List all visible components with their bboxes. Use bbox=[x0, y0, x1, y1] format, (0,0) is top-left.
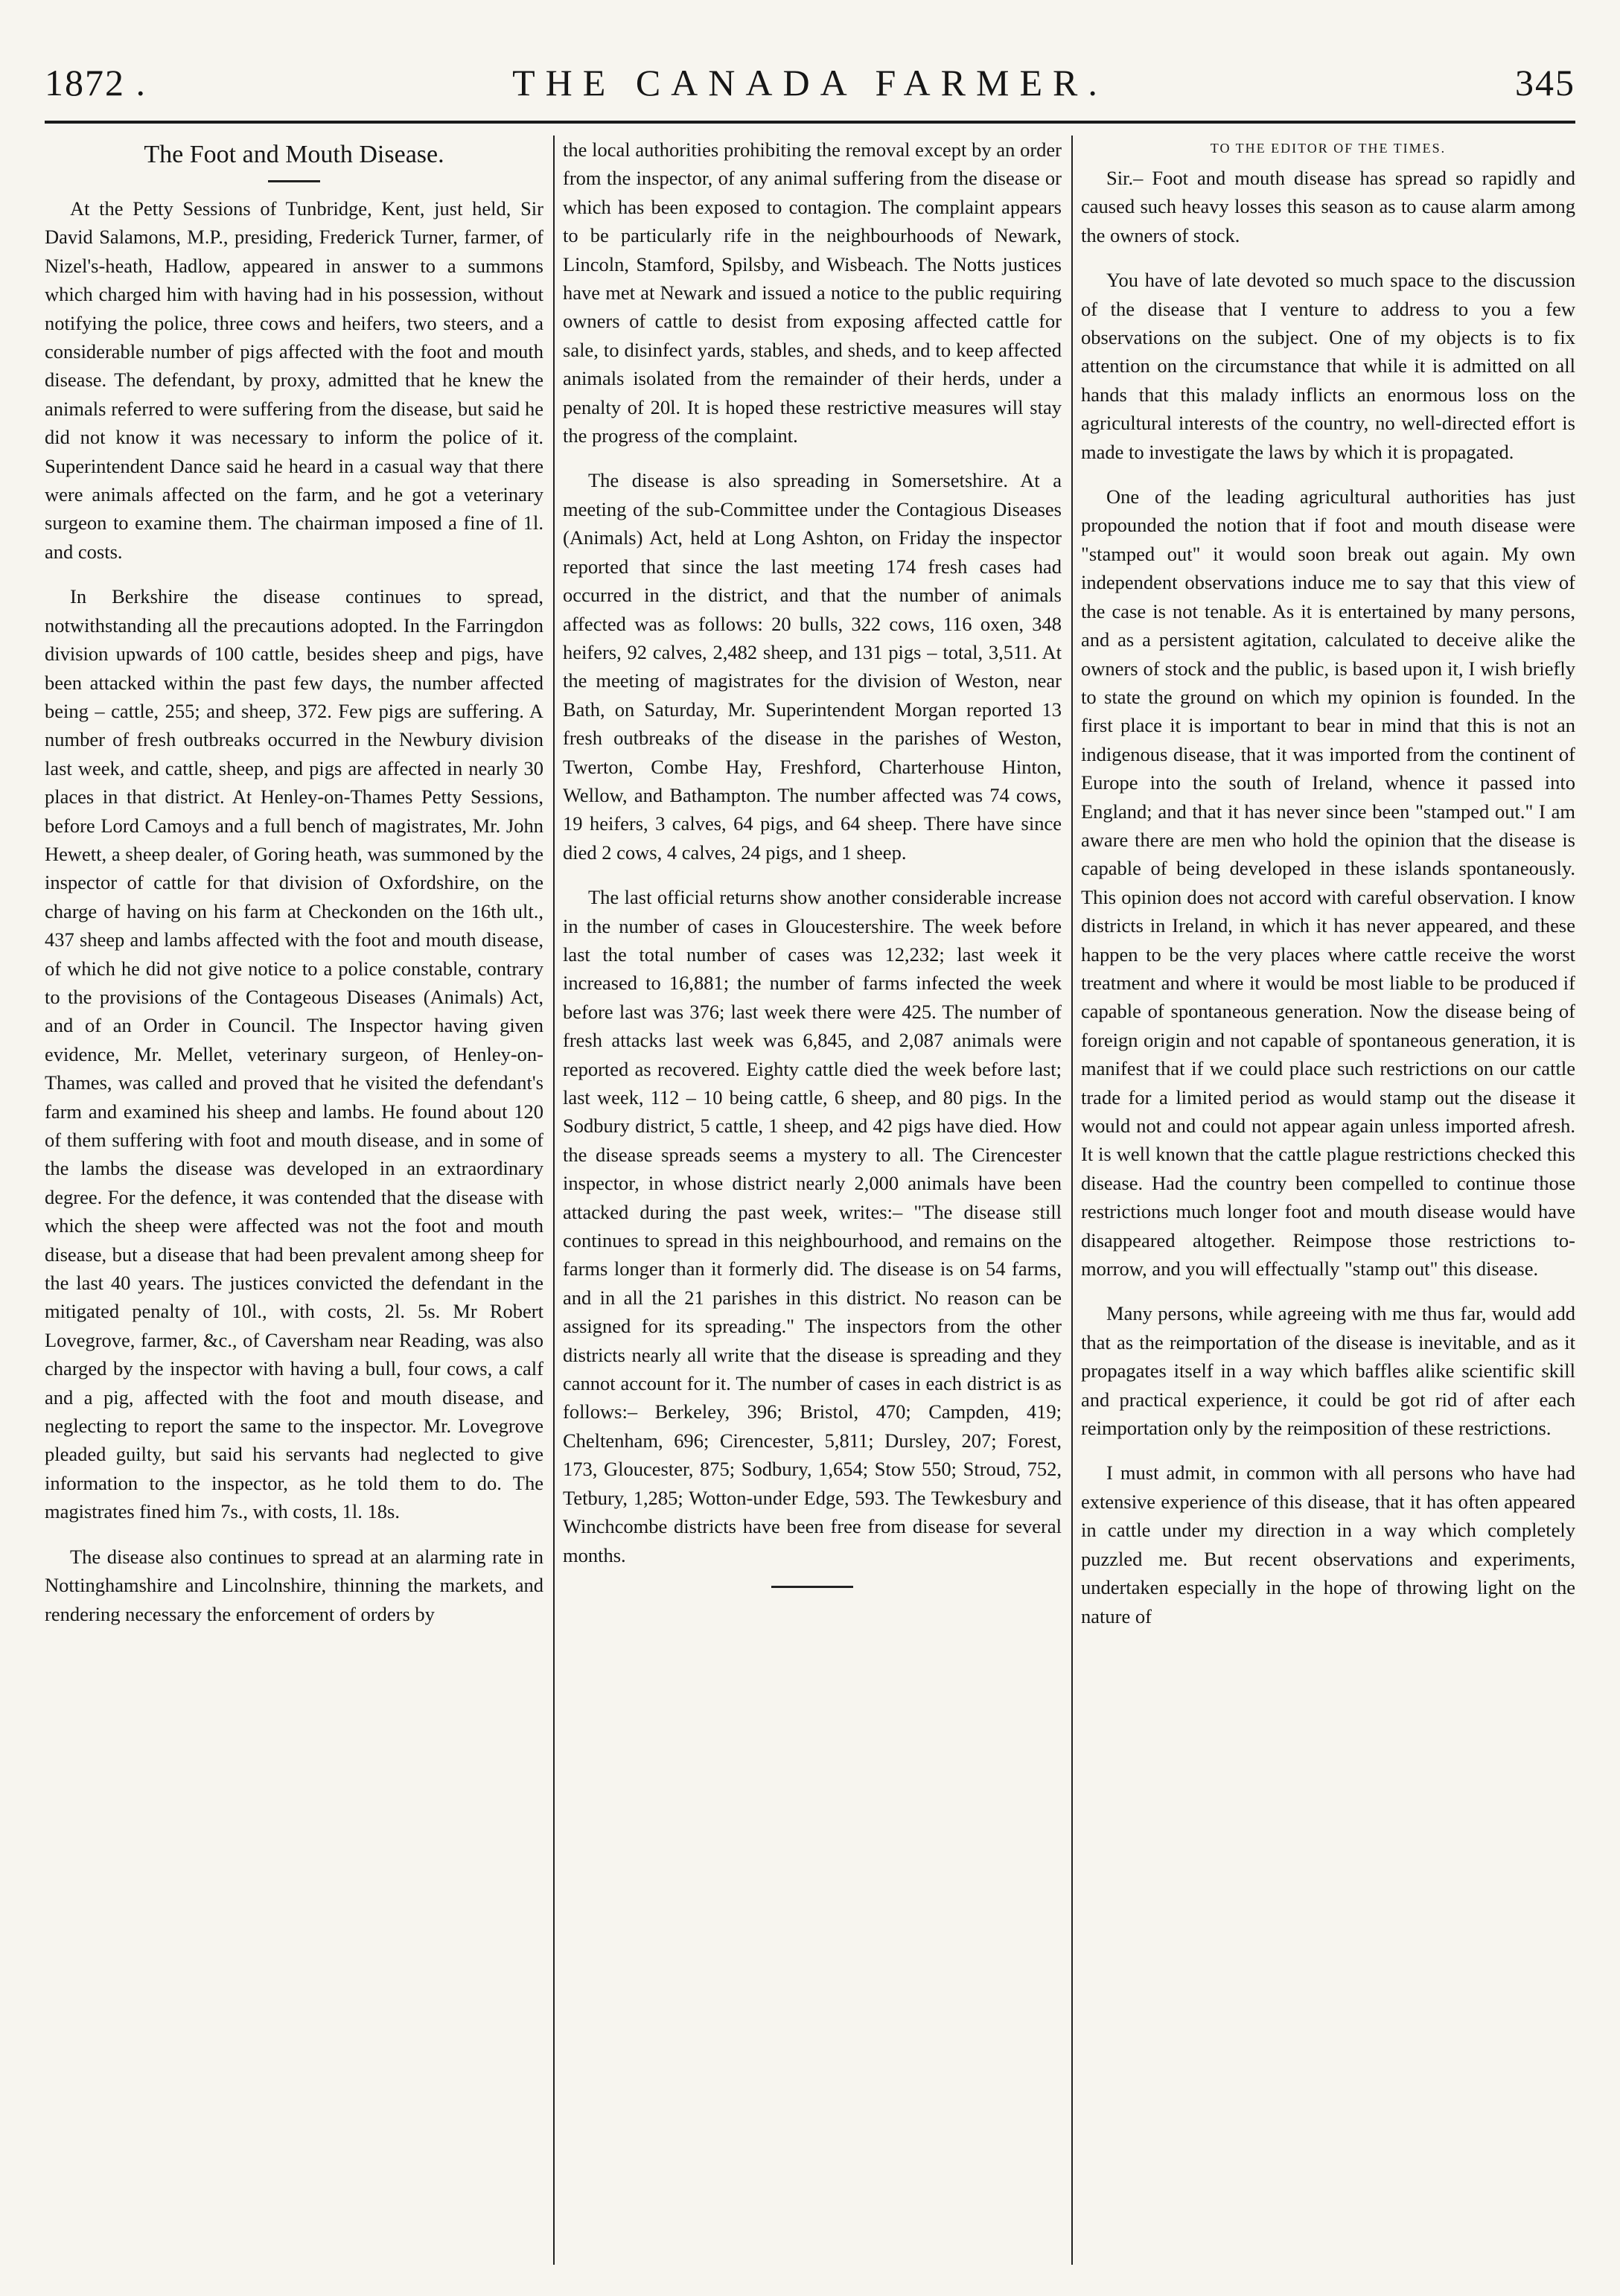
paragraph: Sir.– Foot and mouth disease has spread so rapidly and caused such heavy losses this season as to cause alarm among the owners of stock. bbox=[1081, 167, 1575, 246]
paragraph: One of the leading agricultural authorities has just propounded the notion that if foot and mouth disease were "stamped out" it would soon break out again. My own independent observations induce me to say that this view of the case is not tenable. As it is entertained by many persons, and as a persistent agitation, calculated to deceive alike the owners of stock and the public, is based upon it, I wish briefly to state the ground on which my opinion is founded. In the first place it is important to bear in mind that this is not an indigenous disease, that it was imported from the continent of Europe into the south of Ireland, whence it passed into England; and that it has never since been "stamped out." I am aware there are men who hold the opinion that the disease is capable of being developed in these islands spontaneously. This opinion does not accord with careful observation. I know districts in Ireland, in which it has never appeared, and these happen to be the very places where cattle receive the worst treatment and where it would be most liable to be produced if capable of spontaneous generation. Now the disease being of foreign origin and not capable of spontaneous generation, it is manifest that if we could place such restrictions on our cattle trade for a limited period as would stamp out the disease it would not and could not appear again unless imported afresh. It is well known that the cattle plague restrictions checked this disease. Had the country been compelled to continue those restrictions much longer foot and mouth disease would have disappeared altogether. Reimpose those restrictions to-morrow, and you will effectually "stamp out" this disease. bbox=[1081, 485, 1575, 1281]
column-1 bbox=[45, 135, 543, 2265]
column-2 bbox=[563, 135, 1062, 2265]
paragraph: In Berkshire the disease continues to spread, notwithstanding all the precautions adopted. In the Farringdon division upwards of 100 cattle, besides sheep and pigs, have been attacked within the past few days, the number affected being – cattle, 255; and sheep, 372. Few pigs are suffering. A number of fresh outbreaks occurred in the Newbury division last week, and cattle, sheep, and pigs are affected in nearly 30 places in that district. At Henley-on-Thames Petty Sessions, before Lord Camoys and a full bench of magistrates, Mr. John Hewett, a sheep dealer, of Goring heath, was summoned by the inspector of cattle for that division of Oxfordshire, on the charge of having on his farm at Checkonden on the 16th ult., 437 sheep and lambs affected with the foot and mouth disease, of which he did not give notice to a police constable, contrary to the provisions of the Contageous Diseases (Animals) Act, and of an Order in Council. The Inspector having given evidence, Mr. Mellet, veterinary surgeon, of Henley-on-Thames, was called and proved that he visited the defendant's farm and examined his sheep and lambs. He found about 120 of them suffering with foot and mouth disease, and in some of the lambs the disease was developed in an extraordinary degree. For the defence, it was contended that the disease with which the sheep were affected was not the foot and mouth disease, but a disease that had been prevalent among sheep for the last 40 years. The justices convicted the defendant in the mitigated penalty of 10l., with costs, 2l. 5s. Mr Robert Lovegrove, farmer, &c., of Caversham near Reading, was also charged by the inspector with having a bull, four cows, a calf and a pig, affected with the foot and mouth disease, and neglecting to report the same to the inspector. Mr. Lovegrove pleaded guilty, but said his servants had neglected to give information to the inspector, as he told them to do. The magistrates fined him 7s., with costs, 1l. 18s. bbox=[45, 585, 543, 1523]
paragraph: I must admit, in common with all persons who have had extensive experience of this disease, that it has often appeared in cattle under my direction in a way which completely puzzled me. But recent observations and experiments, undertaken especially in the hope of throwing light on the nature of bbox=[1081, 1461, 1575, 1627]
masthead bbox=[45, 52, 1575, 112]
column-3 bbox=[1081, 135, 1575, 2265]
article-title: The Foot and Mouth Disease. bbox=[144, 141, 444, 168]
paragraph: the local authorities prohibiting the removal except by an order from the inspector, of any animal suffering from the disease or which has been exposed to contagion. The complaint appears to be particularly rife in the neighbourhoods of Newark, Lincoln, Stamford, Spilsby, and Wisbeach. The Notts justices have met at Newark and issued a notice to the public requiring owners of cattle to desist from exposing affected cattle for sale, to disinfect yards, stables, and sheds, and to keep affected animals isolated from the remainder of their herds, under a penalty of 20l. It is hoped these restrictive measures will stay the progress of the complaint. bbox=[563, 138, 1062, 447]
paragraph: The disease is also spreading in Somersetshire. At a meeting of the sub-Committee under the Contagious Diseases (Animals) Act, held at Long Ashton, on Friday the inspector reported that since the last meeting 174 fresh cases had occurred in the district, and that the number of animals affected was as follows: 20 bulls, 322 cows, 116 oxen, 348 heifers, 92 calves, 2,482 sheep, and 131 pigs – total, 3,511. At the meeting of magistrates for the division of Weston, near Bath, on Saturday, Mr. Superintendent Morgan reported 13 fresh outbreaks of the disease in the parishes of Weston, Twerton, Combe Hay, Freshford, Charterhouse Hinton, Wellow, and Bathampton. The number affected was 74 cows, 19 heifers, 3 calves, 64 pigs, and 64 sheep. There have since died 2 cows, 4 calves, 24 pigs, and 1 sheep. bbox=[563, 469, 1062, 864]
paragraph: The last official returns show another considerable increase in the number of cases in Gloucestershire. The week before last the total number of cases was 12,232; last week it increased to 16,881; the number of farms infected the week before last was 376; last week there were 425. The number of fresh attacks last week was 6,845, and 2,087 animals were reported as recovered. Eighty cattle died the week before last; last week, 112 – 10 being cattle, 6 sheep, and 80 pigs. In the Sodbury district, 5 cattle, 1 sheep, and 42 pigs have died. How the disease spreads seems a mystery to all. The Cirencester inspector, in whose district nearly 2,000 animals have been attacked during the past week, writes:– "The disease still continues to spread in this neighbourhood, and remains on the farms longer than it formerly did. The disease is on 54 farms, and in all the 21 parishes in this district. No reason can be assigned for its spreading." The inspectors from the other districts nearly all write that the disease is spreading and they cannot account for it. The number of cases in each district is as follows:– Berkeley, 396; Bristol, 470; Campden, 419; Cheltenham, 696; Cirencester, 5,811; Dursley, 207; Forest, 173, Gloucester, 875; Sodbury, 1,654; Stow 550; Stroud, 752, Tetbury, 1,285; Wotton-under Edge, 593. The Tewkesbury and Winchcombe districts have been free from disease for several months. bbox=[563, 886, 1062, 1566]
paragraph: Many persons, while agreeing with me thus far, would add that as the reimportation of the disease is inevitable, and as it propagates itself in a way which baffles alike scientific skill and practical experience, it could be got rid of after each reimportation only by the reimposition of these restrictions. bbox=[1081, 1302, 1575, 1440]
title-rule bbox=[268, 180, 320, 182]
paragraph: At the Petty Sessions of Tunbridge, Kent, just held, Sir David Salamons, M.P., presiding, Frederick Turner, farmer, of Nizel's-heath, Hadlow, appeared in answer to a summons which charged him with having had in his possession, without notifying the police, three cows and heifers, two steers, and a considerable number of pigs affected with the foot and mouth disease. The defendant, by proxy, admitted that he knew the animals referred to were suffering from the disease, but said he did not know it was necessary to inform the police of it. Superintendent Dance said he heard in a casual way that there were animals affected on the farm, and he got a veterinary surgeon to examine them. The chairman imposed a fine of 1l. and costs. bbox=[45, 197, 543, 563]
column-divider bbox=[1071, 135, 1073, 2265]
column-divider bbox=[553, 135, 555, 2265]
paragraph: The disease also continues to spread at an alarming rate in Nottinghamshire and Lincolnshire, thinning the markets, and rendering necessary the enforcement of orders by bbox=[45, 1545, 543, 1625]
issue-date: 1872 . bbox=[45, 62, 147, 103]
publication-title: THE CANADA FARMER. bbox=[512, 62, 1108, 103]
section-end-rule bbox=[771, 1586, 853, 1588]
paragraph: You have of late devoted so much space to the discussion of the disease that I venture to address to you a few observations on the subject. One of my objects is to fix attention on the circumstance that while it is admitted on all hands that this malady inflicts an enormous loss on the agricultural interests of the country, no well-directed effort is made to investigate the laws by which it is propagated. bbox=[1081, 269, 1575, 463]
masthead-rule bbox=[45, 121, 1575, 124]
page-number: 345 bbox=[1515, 62, 1575, 103]
letter-heading: TO THE EDITOR OF THE TIMES. bbox=[1210, 141, 1447, 156]
